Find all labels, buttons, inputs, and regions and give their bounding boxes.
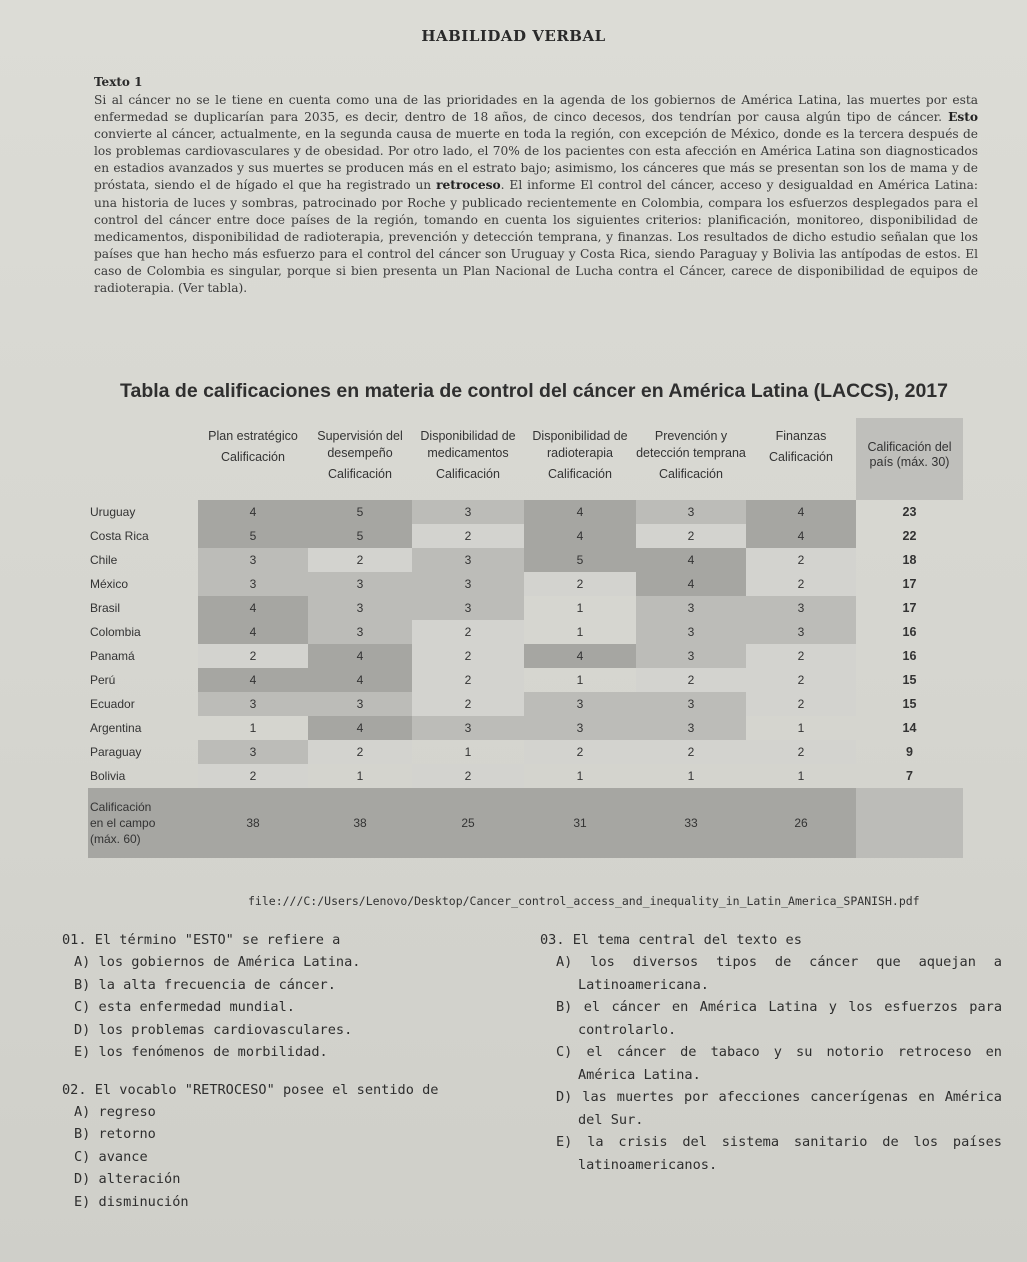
score-cell: 1 <box>797 769 805 783</box>
score-cell: 3 <box>198 692 308 716</box>
table-corner <box>88 418 198 500</box>
questions-left <box>62 930 532 1221</box>
summary-cell: 33 <box>636 788 746 858</box>
country-cell: Brasil <box>90 601 121 615</box>
col-header <box>524 418 636 500</box>
country-cell: Costa Rica <box>90 529 149 543</box>
col-sub: Calificación <box>436 467 500 481</box>
score-cell: 1 <box>356 769 364 783</box>
table-row <box>88 524 963 548</box>
score-cell: 1 <box>464 745 472 759</box>
score-cell: 4 <box>524 524 636 548</box>
total-cell: 16 <box>902 649 917 663</box>
score-cell: 3 <box>308 620 412 644</box>
country-cell: Argentina <box>90 721 142 735</box>
score-cell: 3 <box>636 716 746 740</box>
col-header <box>746 418 856 500</box>
col-label: Plan estratégico <box>208 429 298 443</box>
col-label: Disponibilidad de radioterapia <box>532 429 628 460</box>
score-cell: 1 <box>797 721 805 735</box>
score-cell: 2 <box>308 548 412 572</box>
total-cell: 14 <box>902 721 917 735</box>
table-row <box>88 644 963 668</box>
score-cell: 3 <box>636 620 746 644</box>
score-cell: 3 <box>636 596 746 620</box>
total-cell: 17 <box>902 577 917 591</box>
option[interactable]: E) los fenómenos de morbilidad. <box>74 1044 328 1060</box>
passage-part-2: convierte al cáncer, actualmente, en la segunda causa de muerte en toda la región, con excepción de México, donde es la tercera después de los problemas cardiovasculares y de obesidad. Por otro lado, el 70% de los pacientes con esta afección en América Latina son diagnosticados en estadios avanzados y sus muertes se producen más en el estrato bajo; asimismo, los cánceres que más se presentan son los de mama y de próstata, siendo el de hígado el que ha registrado un <box>94 127 978 193</box>
table-row <box>88 716 963 740</box>
keyword-retroceso: retroceso <box>436 178 501 193</box>
option[interactable]: D) las muertes por afecciones cancerígenas en América del Sur. <box>556 1089 1002 1128</box>
score-cell: 4 <box>746 524 856 548</box>
score-cell: 3 <box>524 716 636 740</box>
option[interactable]: C) el cáncer de tabaco y su notorio retroceso en América Latina. <box>556 1044 1002 1083</box>
score-cell: 5 <box>308 524 412 548</box>
score-cell: 3 <box>636 644 746 668</box>
summary-cell: 31 <box>524 788 636 858</box>
score-cell: 5 <box>524 548 636 572</box>
table-row <box>88 692 963 716</box>
total-cell: 7 <box>906 769 913 783</box>
total-header: Calificación del país (máx. 30) <box>856 418 963 500</box>
summary-row <box>88 788 963 858</box>
summary-empty-cell <box>856 788 963 858</box>
col-label: Prevención y detección temprana <box>636 429 746 460</box>
col-sub: Calificación <box>328 467 392 481</box>
score-cell: 2 <box>198 764 308 788</box>
score-cell: 4 <box>308 668 412 692</box>
option[interactable]: A) los gobiernos de América Latina. <box>74 954 361 970</box>
score-cell: 4 <box>308 644 412 668</box>
score-cell: 5 <box>308 500 412 524</box>
passage-part-1: Si al cáncer no se le tiene en cuenta como una de las prioridades en la agenda de los gobiernos de América Latina, las muertes por esta enfermedad se duplicarían para 2035, es decir, dentro de 18 años, de cinco decesos, dos tendrían por causa algún tipo de cáncer. <box>94 93 978 125</box>
country-cell: Bolivia <box>90 769 126 783</box>
score-cell: 3 <box>412 500 524 524</box>
score-cell: 3 <box>308 596 412 620</box>
questions-right <box>540 930 1002 1184</box>
country-cell: Perú <box>90 673 116 687</box>
option[interactable]: B) el cáncer en América Latina y los esfuerzos para controlarlo. <box>556 999 1002 1038</box>
summary-label-line: (máx. 60) <box>90 832 141 846</box>
score-cell: 3 <box>636 692 746 716</box>
country-cell: México <box>90 577 129 591</box>
score-cell: 3 <box>198 572 308 596</box>
table-row <box>88 548 963 572</box>
score-cell: 4 <box>198 620 308 644</box>
score-cell: 2 <box>746 644 856 668</box>
keyword-esto: Esto <box>948 110 978 125</box>
summary-cell: 38 <box>198 788 308 858</box>
score-cell: 2 <box>636 668 746 692</box>
question-stem: 02. El vocablo "RETROCESO" posee el sentido de <box>62 1081 439 1098</box>
text-label: Texto 1 <box>94 75 143 89</box>
score-cell: 3 <box>308 692 412 716</box>
table-body <box>88 500 963 858</box>
score-cell: 2 <box>412 764 524 788</box>
option[interactable]: D) los problemas cardiovasculares. <box>74 1021 353 1038</box>
laccs-table <box>88 418 963 858</box>
summary-label <box>88 788 198 858</box>
score-cell: 3 <box>636 500 746 524</box>
score-cell: 3 <box>746 596 856 620</box>
score-cell: 2 <box>746 548 856 572</box>
col-header <box>412 418 524 500</box>
col-sub: Calificación <box>548 467 612 481</box>
col-sub: Calificación <box>221 450 285 464</box>
option[interactable]: C) esta enfermedad mundial. <box>74 999 295 1015</box>
passage <box>94 92 978 297</box>
score-cell: 3 <box>746 620 856 644</box>
score-cell: 2 <box>412 692 524 716</box>
summary-label-line: en el campo <box>90 816 156 830</box>
table-row <box>88 740 963 764</box>
summary-cell: 38 <box>308 788 412 858</box>
score-cell: 4 <box>198 500 308 524</box>
country-cell: Panamá <box>90 649 135 663</box>
table-row <box>88 500 963 524</box>
page-title: HABILIDAD VERBAL <box>421 27 606 45</box>
score-cell: 2 <box>198 644 308 668</box>
total-cell: 15 <box>902 673 917 687</box>
score-cell: 2 <box>412 620 524 644</box>
score-cell: 3 <box>524 692 636 716</box>
summary-cell: 25 <box>412 788 524 858</box>
summary-label-line: Calificación <box>90 800 152 814</box>
score-cell: 2 <box>524 740 636 764</box>
country-cell: Uruguay <box>90 505 136 519</box>
score-cell: 3 <box>308 572 412 596</box>
country-cell: Paraguay <box>90 745 142 759</box>
score-cell: 1 <box>576 625 584 639</box>
score-cell: 2 <box>524 572 636 596</box>
total-cell: 17 <box>902 601 917 615</box>
score-cell: 1 <box>576 769 584 783</box>
option[interactable]: E) la crisis del sistema sanitario de los países latinoamericanos. <box>556 1134 1002 1173</box>
col-label: Finanzas <box>775 429 827 443</box>
col-sub: Calificación <box>659 467 723 481</box>
country-cell: Colombia <box>90 625 141 639</box>
score-cell: 3 <box>412 716 524 740</box>
score-cell: 3 <box>412 572 524 596</box>
score-cell: 3 <box>198 548 308 572</box>
total-cell: 9 <box>906 745 913 759</box>
score-cell: 1 <box>576 601 584 615</box>
table-row <box>88 596 963 620</box>
score-cell: 3 <box>412 548 524 572</box>
option[interactable]: D) alteración <box>74 1171 181 1187</box>
score-cell: 4 <box>636 548 746 572</box>
score-cell: 4 <box>308 716 412 740</box>
option[interactable]: A) regreso <box>74 1103 156 1120</box>
score-cell: 2 <box>746 572 856 596</box>
score-cell: 4 <box>198 668 308 692</box>
table-row <box>88 668 963 692</box>
score-cell: 3 <box>412 596 524 620</box>
option[interactable]: B) la alta frecuencia de cáncer. <box>74 976 336 993</box>
question-1 <box>62 930 532 1064</box>
score-cell: 1 <box>687 769 695 783</box>
table-row <box>88 620 963 644</box>
col-sub: Calificación <box>769 450 833 464</box>
question-stem: 01. El término "ESTO" se refiere a <box>62 932 341 948</box>
col-label: Supervisión del desempeño <box>317 429 403 460</box>
option[interactable]: C) avance <box>74 1148 148 1165</box>
summary-cell: 26 <box>746 788 856 858</box>
question-3 <box>540 930 1002 1176</box>
table-row <box>88 764 963 788</box>
score-cell: 4 <box>198 596 308 620</box>
total-cell: 23 <box>902 505 917 519</box>
score-cell: 2 <box>412 524 524 548</box>
score-cell: 2 <box>636 740 746 764</box>
country-cell: Ecuador <box>90 697 135 711</box>
question-stem: 03. El tema central del texto es <box>540 932 802 948</box>
score-cell: 4 <box>746 500 856 524</box>
country-cell: Chile <box>90 553 118 567</box>
score-cell: 2 <box>746 692 856 716</box>
passage-part-3: . El informe El control del cáncer, acceso y desigualdad en América Latina: una historia de luces y sombras, patrocinado por Roche y publicado recientemente en Colombia, compara los esfuerzos desplegados para el control del cáncer entre doce países de la región, tomando en cuenta los siguientes criterios: planificación, monitoreo, disponibilidad de medicamentos, disponibilidad de radioterapia, prevención y detección temprana, y finanzas. Los resultados de dicho estudio señalan que los países que han hecho más esfuerzo para el control del cáncer son Uruguay y Costa Rica, siendo Paraguay y Bolivia las antípodas de estos. El caso de Colombia es singular, porque si bien presenta un Plan Nacional de Lucha contra el Cáncer, carece de disponibilidad de equipos de radioterapia. (Ver tabla). <box>94 178 978 296</box>
table-title: Tabla de calificaciones en materia de control del cáncer en América Latina (LACCS), 2017 <box>120 380 948 402</box>
source-path: file:///C:/Users/Lenovo/Desktop/Cancer_control_access_and_inequality_in_Latin_America_SPANISH.pdf <box>248 894 920 908</box>
score-cell: 2 <box>412 668 524 692</box>
score-cell: 1 <box>249 721 257 735</box>
score-cell: 4 <box>524 500 636 524</box>
col-label: Disponibilidad de medicamentos <box>420 429 516 460</box>
score-cell: 4 <box>524 644 636 668</box>
score-cell: 2 <box>746 740 856 764</box>
score-cell: 2 <box>308 740 412 764</box>
option[interactable]: A) los diversos tipos de cáncer que aquejan a Latinoamericana. <box>556 954 1002 993</box>
score-cell: 1 <box>576 673 584 687</box>
col-header <box>636 418 746 500</box>
total-cell: 22 <box>902 529 917 543</box>
score-cell: 2 <box>636 524 746 548</box>
total-cell: 16 <box>902 625 917 639</box>
option[interactable]: E) disminución <box>74 1193 189 1210</box>
question-2 <box>62 1080 532 1214</box>
total-cell: 18 <box>902 553 917 567</box>
score-cell: 2 <box>746 668 856 692</box>
score-cell: 5 <box>198 524 308 548</box>
score-cell: 4 <box>636 572 746 596</box>
col-header <box>198 418 308 500</box>
total-cell: 15 <box>902 697 917 711</box>
option[interactable]: B) retorno <box>74 1126 156 1142</box>
table-row <box>88 572 963 596</box>
score-cell: 3 <box>198 740 308 764</box>
col-header <box>308 418 412 500</box>
score-cell: 2 <box>412 644 524 668</box>
